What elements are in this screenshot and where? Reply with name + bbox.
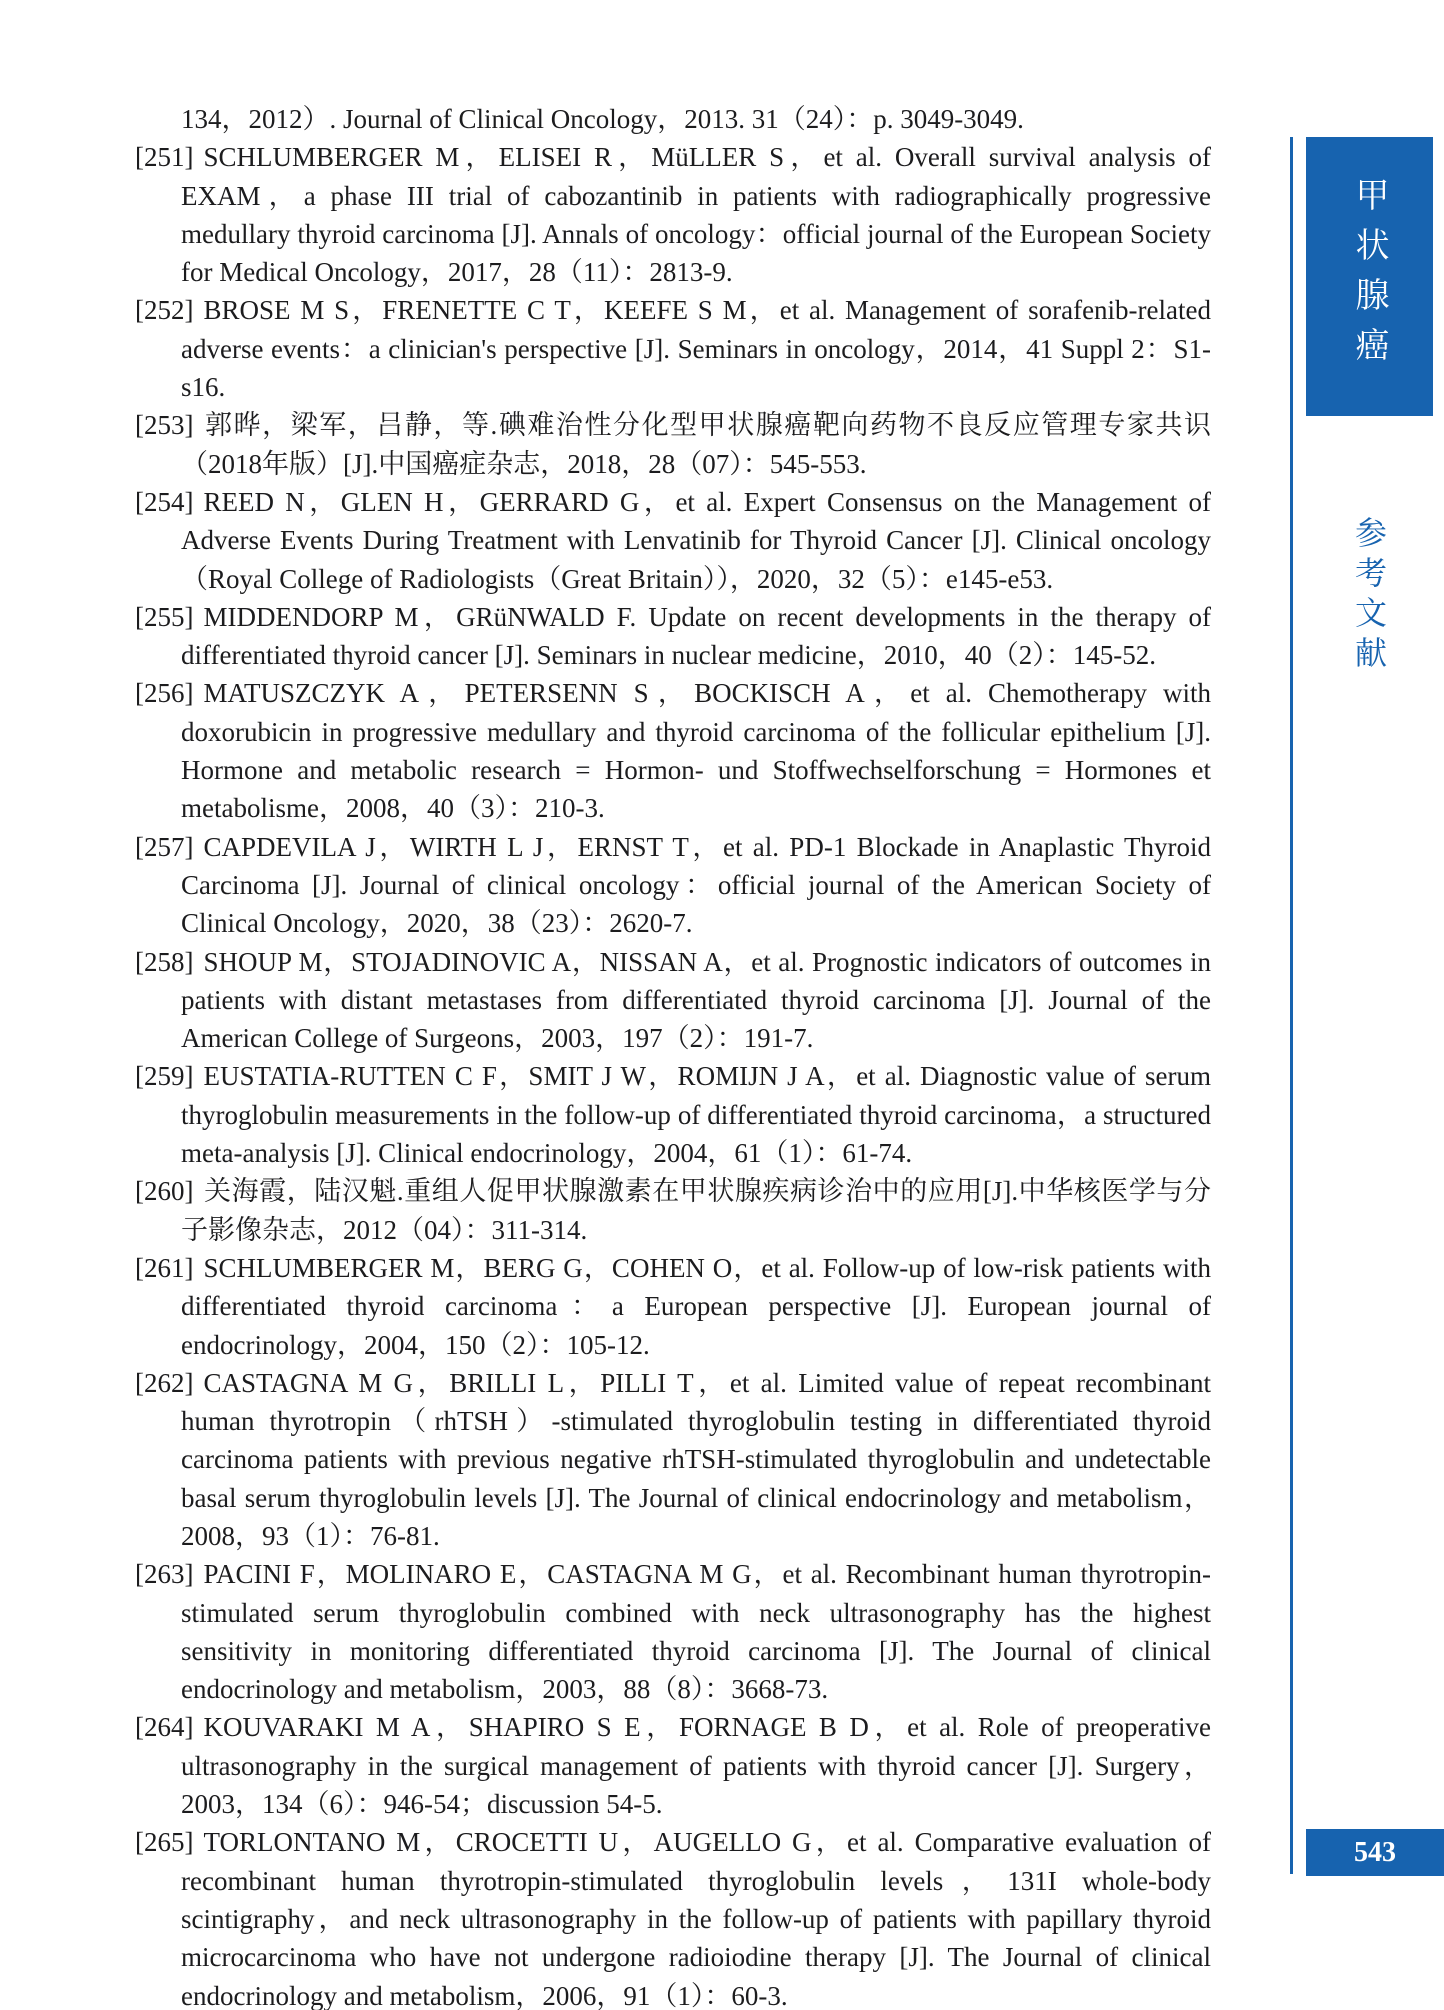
reference-text: CAPDEVILA J，WIRTH L J，ERNST T，et al. PD-1 Blockade in Anaplastic Thyroid Carcinoma [J]. Journal of clinical oncology：official journal of the American Society of Clinical Oncology，2020，38（23）：2620-7. (181, 831, 1211, 939)
reference-item (135, 1249, 1211, 1364)
reference-text: SCHLUMBERGER M，ELISEI R，MüLLER S，et al. Overall survival analysis of EXAM，a phase III trial of cabozantinib in patients with radiographically progressive medullary thyroid carcinoma [J]. Annals of oncology：official journal of the European Society for Medical Oncology，2017，28（11）：2813-9. (181, 142, 1211, 288)
reference-number: [254] (135, 486, 194, 517)
reference-text: SHOUP M，STOJADINOVIC A，NISSAN A，et al. Prognostic indicators of outcomes in patients with distant metastases from differentiated thyroid carcinoma [J]. Journal of the American College of Surgeons，2003，197（2）：191-7. (181, 946, 1211, 1054)
reference-number: [259] (135, 1061, 194, 1092)
reference-text: SCHLUMBERGER M，BERG G，COHEN O，et al. Follow-up of low-risk patients with differentiated thyroid carcinoma：a European perspective [J]. European journal of endocrinology，2004，150（2）：105-12. (181, 1252, 1211, 1360)
section-sidebar-label: 参考文献 (1351, 516, 1387, 676)
reference-text: 134，2012）. Journal of Clinical Oncology，2013. 31（24）：p. 3049-3049. (181, 104, 1024, 134)
reference-number: [251] (135, 142, 194, 173)
reference-number: [262] (135, 1367, 194, 1398)
reference-item (135, 483, 1211, 598)
reference-text: BROSE M S，FRENETTE C T，KEEFE S M，et al. Management of sorafenib-related adverse events：a clinician's perspective [J]. Seminars in oncology，2014，41 Suppl 2：S1-s16. (181, 295, 1211, 403)
reference-item (135, 138, 1211, 291)
reference-item (135, 1364, 1211, 1555)
chapter-tab (1306, 137, 1433, 416)
reference-text: REED N，GLEN H，GERRARD G，et al. Expert Consensus on the Management of Adverse Events During Treatment with Lenvatinib for Thyroid Cancer [J]. Clinical oncology（Royal College of Radiologists（Great Britain）），2020，32（5）：e145-e53. (181, 486, 1211, 594)
reference-text: CASTAGNA M G，BRILLI L，PILLI T，et al. Limited value of repeat recombinant human thyrotropin（rhTSH）-stimulated thyroglobulin testing in differentiated thyroid carcinoma patients with previous negative rhTSH-stimulated thyroglobulin and undetectable basal serum thyroglobulin levels [J]. The Journal of clinical endocrinology and metabolism，2008，93（1）：76-81. (181, 1367, 1211, 1551)
reference-number: [256] (135, 678, 194, 709)
reference-number: [257] (135, 831, 194, 862)
reference-text: KOUVARAKI M A，SHAPIRO S E，FORNAGE B D，et al. Role of preoperative ultrasonography in the surgical management of patients with thyroid cancer [J]. Surgery，2003，134（6）：946-54；discussion 54-5. (181, 1712, 1211, 1820)
reference-number: [264] (135, 1712, 194, 1743)
reference-text: MATUSZCZYK A，PETERSENN S，BOCKISCH A，et al. Chemotherapy with doxorubicin in progressive medullary and thyroid carcinoma of the follicular epithelium [J]. Hormone and metabolic research = Hormon- und Stoffwechselforschung = Hormones et metabolisme，2008，40（3）：210-3. (181, 678, 1211, 824)
reference-text: PACINI F，MOLINARO E，CASTAGNA M G，et al. Recombinant human thyrotropin-stimulated serum thyroglobulin combined with neck ultrasonography has the highest sensitivity in monitoring differentiated thyroid carcinoma [J]. The Journal of clinical endocrinology and metabolism，2003，88（8）：3668-73. (181, 1559, 1211, 1705)
reference-item (135, 1172, 1211, 1249)
reference-number: [260] (135, 1176, 194, 1207)
chapter-tab-label: 甲状腺癌 (1350, 176, 1388, 377)
reference-item (135, 1823, 1211, 2010)
reference-item (135, 291, 1211, 406)
reference-number: [258] (135, 946, 194, 977)
reference-item (135, 1057, 1211, 1172)
reference-number: [252] (135, 295, 194, 326)
reference-item (135, 406, 1211, 483)
page-number: 543 (1354, 1836, 1396, 1868)
reference-item (135, 1555, 1211, 1708)
page-number-box (1306, 1829, 1444, 1876)
reference-item (135, 943, 1211, 1058)
reference-number: [263] (135, 1559, 194, 1590)
reference-number: [255] (135, 601, 194, 632)
reference-text: MIDDENDORP M，GRüNWALD F. Update on recent developments in the therapy of differentiated thyroid cancer [J]. Seminars in nuclear medicine，2010，40（2）：145-52. (181, 601, 1211, 671)
references-list (135, 100, 1211, 2010)
reference-item (135, 1708, 1211, 1823)
reference-item (135, 674, 1211, 827)
reference-text: 关海霞，陆汉魁.重组人促甲状腺激素在甲状腺疾病诊治中的应用[J].中华核医学与分子影像杂志，2012（04）：311-314. (181, 1176, 1211, 1245)
sidebar-rule (1290, 137, 1293, 1874)
reference-number: [265] (135, 1827, 194, 1858)
reference-text: 郭晔，梁军，吕静，等.碘难治性分化型甲状腺癌靶向药物不良反应管理专家共识（2018年版）[J].中国癌症杂志，2018，28（07）：545-553. (181, 410, 1211, 479)
reference-continuation-line (135, 100, 1211, 138)
reference-number: [253] (135, 410, 194, 441)
reference-item (135, 598, 1211, 675)
reference-number: [261] (135, 1252, 194, 1283)
reference-text: EUSTATIA-RUTTEN C F，SMIT J W，ROMIJN J A，et al. Diagnostic value of serum thyroglobulin measurements in the follow-up of differentiated thyroid carcinoma，a structured meta-analysis [J]. Clinical endocrinology，2004，61（1）：61-74. (181, 1061, 1211, 1169)
reference-text: TORLONTANO M，CROCETTI U，AUGELLO G，et al. Comparative evaluation of recombinant human thyrotropin-stimulated thyroglobulin levels，131I whole-body scintigraphy，and neck ultrasonography in the follow-up of patients with papillary thyroid microcarcinoma who have not undergone radioiodine therapy [J]. The Journal of clinical endocrinology and metabolism，2006，91（1）：60-3. (181, 1827, 1211, 2010)
reference-item (135, 828, 1211, 943)
